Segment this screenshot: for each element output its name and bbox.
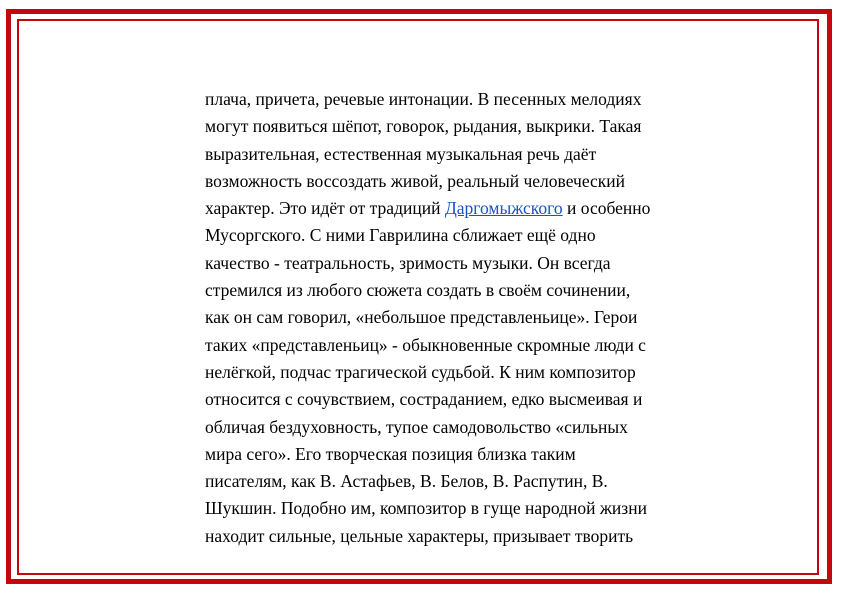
text-line: плача, причета, речевые интонации. В песенных мелодиях [205, 89, 642, 109]
body-text [205, 86, 735, 550]
text-line: мира сего». Его творческая позиция близка таким [205, 443, 576, 464]
text-segment: и особенно [562, 198, 651, 219]
text-line-with-link [205, 195, 735, 222]
text-line: находит сильные, цельные характеры, призывает творить [205, 525, 634, 546]
text-line: выразительная, естественная музыкальная речь даёт [205, 143, 597, 164]
text-line: стремился из любого сюжета создать в своём сочинении, [205, 280, 631, 301]
text-line: нелёгкой, подчас трагической судьбой. К ним композитор [205, 361, 636, 382]
text-line: качество - театральность, зримость музыки. Он всегда [205, 252, 611, 273]
text-line: таких «представленьиц» - обыкновенные скромные люди с [205, 334, 646, 355]
text-line: обличая бездуховность, тупое самодовольство «сильных [205, 416, 628, 437]
text-line: Шукшин. Подобно им, композитор в гуще народной жизни [205, 498, 647, 519]
text-line: как он сам говорил, «небольшое представленьице». Герои [205, 307, 638, 328]
text-line: возможность воссоздать живой, реальный человеческий [205, 170, 626, 191]
text-line: могут появиться шёпот, говорок, рыдания, выкрики. Такая [205, 116, 642, 137]
text-segment: характер. Это идёт от традиций [205, 198, 445, 219]
dargomyzhsky-link[interactable]: Даргомыжского [444, 198, 563, 219]
text-line: Мусоргского. С ними Гаврилина сближает ещё одно [205, 225, 596, 246]
text-line: писателям, как В. Астафьев, В. Белов, В. Распутин, В. [205, 471, 608, 492]
text-line: относится с сочувствием, состраданием, едко высмеивая и [205, 389, 643, 410]
